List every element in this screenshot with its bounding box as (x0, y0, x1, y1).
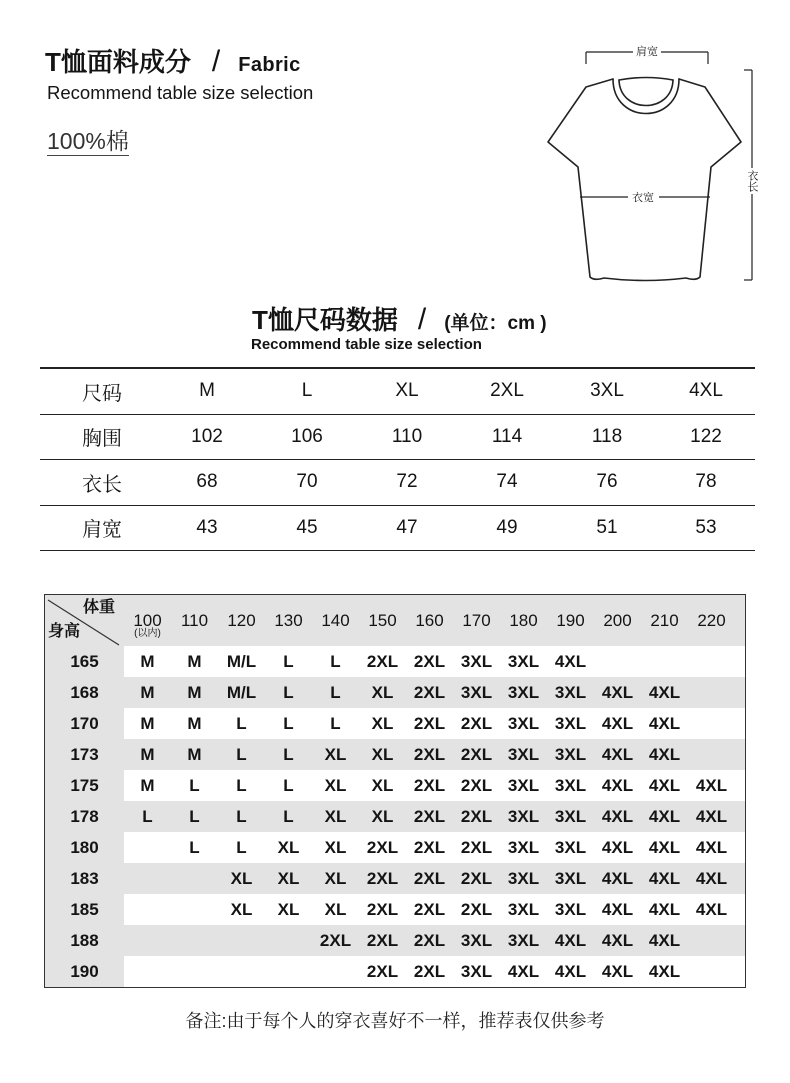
size-cell: 2XL (460, 868, 493, 888)
weight-value: 180 (509, 610, 538, 630)
recommend-header-row (45, 595, 745, 646)
size-cell: XL (324, 868, 347, 888)
size-cell: 2XL (366, 899, 399, 919)
measurement-value: 47 (396, 516, 418, 538)
size-cell: M (140, 682, 155, 702)
size-cell: M (187, 744, 202, 764)
body-width-label: 衣宽 (632, 192, 654, 204)
weight-value: 210 (650, 610, 679, 630)
measurement-label: 衣长 (82, 473, 122, 496)
weight-header-cell (688, 595, 735, 646)
weight-header-cell (265, 595, 312, 646)
size-cell: 3XL (554, 682, 587, 702)
size-cell: L (283, 682, 294, 702)
body-length-label: 衣长 (746, 170, 758, 192)
size-cell: 4XL (554, 651, 587, 671)
size-cell: L (236, 837, 247, 857)
recommend-table-row (45, 677, 745, 708)
size-cell: 3XL (554, 837, 587, 857)
size-cell: 2XL (413, 868, 446, 888)
size-cell: 3XL (460, 682, 493, 702)
size-cell: L (330, 651, 341, 671)
recommend-size-table (44, 594, 746, 988)
size-cell: 3XL (507, 775, 540, 795)
size-cell: 3XL (507, 682, 540, 702)
measurement-value: 51 (596, 516, 618, 538)
size-cell: 2XL (460, 837, 493, 857)
weight-value: 160 (415, 610, 444, 630)
size-cell: 2XL (366, 651, 399, 671)
weight-value: 110 (180, 610, 209, 630)
weight-value: 200 (603, 610, 632, 630)
size-cell: XL (324, 899, 347, 919)
height-cell: 183 (45, 863, 124, 894)
size-cell: 4XL (601, 682, 634, 702)
weight-header-cell (359, 595, 406, 646)
size-cell: 2XL (460, 806, 493, 826)
height-cell: 173 (45, 739, 124, 770)
size-header-cell: L (301, 380, 313, 402)
size-cell: 2XL (366, 837, 399, 857)
size-table-row (40, 415, 755, 461)
size-cell: 4XL (601, 961, 634, 981)
size-cell: 3XL (507, 651, 540, 671)
recommend-rows (45, 646, 745, 987)
size-cell: 4XL (601, 806, 634, 826)
size-cell: 2XL (413, 651, 446, 671)
weight-value: 190 (556, 610, 585, 630)
size-cell: 4XL (648, 899, 681, 919)
collar-inner (619, 80, 673, 106)
weight-value: 100 (133, 610, 162, 630)
tshirt-diagram (540, 40, 770, 290)
size-cell: XL (324, 744, 347, 764)
collar-outer (613, 79, 679, 114)
size-cell: 4XL (601, 930, 634, 950)
size-header-cell: 3XL (590, 380, 624, 402)
measurement-label: 胸围 (82, 428, 122, 451)
size-cell: 2XL (413, 961, 446, 981)
size-cell: 4XL (648, 961, 681, 981)
weight-header-cell (453, 595, 500, 646)
measurement-value: 110 (391, 425, 423, 447)
weight-header-cell (547, 595, 594, 646)
weight-value: 220 (697, 610, 726, 630)
size-header-cell: XL (395, 380, 419, 402)
size-cell: 4XL (601, 775, 634, 795)
size-cell: 2XL (413, 930, 446, 950)
size-cell: XL (371, 744, 394, 764)
weight-value: 130 (274, 610, 303, 630)
size-cell: 4XL (601, 899, 634, 919)
size-cell: 4XL (507, 961, 540, 981)
measurement-value: 102 (191, 425, 223, 447)
measurement-value: 118 (591, 425, 623, 447)
measurement-label: 肩宽 (82, 519, 122, 542)
size-cell: 2XL (413, 775, 446, 795)
size-cell: L (330, 713, 341, 733)
size-cell: 4XL (648, 744, 681, 764)
size-cell: 3XL (507, 930, 540, 950)
size-cell: M (187, 682, 202, 702)
size-cell: M (140, 713, 155, 733)
size-chart-title: T恤尺码数据 (252, 305, 398, 335)
size-cell: XL (277, 868, 300, 888)
size-cell: M (140, 651, 155, 671)
weight-value: 170 (462, 610, 491, 630)
size-cell: L (236, 713, 247, 733)
size-cell: XL (371, 713, 394, 733)
size-cell: XL (277, 899, 300, 919)
size-cell: 4XL (554, 930, 587, 950)
size-cell: L (142, 806, 153, 826)
size-cell: 3XL (507, 713, 540, 733)
footnote: 备注:由于每个人的穿衣喜好不一样，推荐表仅供参考 (185, 1011, 605, 1031)
size-cell: 3XL (460, 651, 493, 671)
size-cell: 2XL (460, 713, 493, 733)
size-cell: 2XL (366, 868, 399, 888)
size-cell: 3XL (507, 837, 540, 857)
size-cell: 4XL (648, 713, 681, 733)
weight-header-cells (124, 595, 735, 646)
size-cell: 4XL (601, 713, 634, 733)
size-table-row (40, 506, 755, 552)
size-table-row (40, 460, 755, 506)
measurement-value: 53 (695, 516, 717, 538)
height-cell: 170 (45, 708, 124, 739)
size-cell: 4XL (648, 868, 681, 888)
size-cell: 2XL (413, 713, 446, 733)
size-cell: 2XL (413, 682, 446, 702)
size-cell: 4XL (648, 806, 681, 826)
size-chart-subtitle: Recommend table size selection (251, 336, 482, 353)
recommend-table-row (45, 832, 745, 863)
measurement-value: 106 (291, 425, 323, 447)
recommend-table-row (45, 646, 745, 677)
size-cell: 3XL (554, 806, 587, 826)
fabric-title-en: Fabric (238, 54, 301, 76)
weight-value: 140 (321, 610, 350, 630)
size-cell: 4XL (648, 837, 681, 857)
recommend-table-row (45, 894, 745, 925)
size-cell: 3XL (554, 744, 587, 764)
size-header-cell: 2XL (490, 380, 524, 402)
weight-value: 120 (227, 610, 256, 630)
weight-header-cell (312, 595, 359, 646)
size-cell: 4XL (695, 868, 728, 888)
size-cell: 3XL (554, 713, 587, 733)
measurement-value: 76 (596, 471, 618, 493)
size-cell: 2XL (319, 930, 352, 950)
size-cell: 4XL (601, 744, 634, 764)
size-cell: 3XL (460, 961, 493, 981)
size-cell: 3XL (554, 775, 587, 795)
size-cell: 3XL (507, 899, 540, 919)
size-cell: 2XL (413, 837, 446, 857)
size-cell: 3XL (554, 868, 587, 888)
back-neck (619, 78, 673, 81)
size-cell: 4XL (695, 775, 728, 795)
size-cell: L (236, 806, 247, 826)
recommend-table-row (45, 739, 745, 770)
size-cell: L (283, 744, 294, 764)
size-chart-heading (252, 302, 547, 338)
size-header-cell: M (199, 380, 215, 402)
weight-header-cell (406, 595, 453, 646)
measurement-value: 68 (196, 471, 218, 493)
height-cell: 190 (45, 956, 124, 987)
size-cell: L (189, 837, 200, 857)
weight-header-cell (171, 595, 218, 646)
weight-header-cell (218, 595, 265, 646)
size-cell: 4XL (695, 899, 728, 919)
measurement-value: 122 (690, 425, 722, 447)
size-cell: 2XL (413, 899, 446, 919)
size-cell: M/L (226, 682, 257, 702)
size-cell: L (189, 806, 200, 826)
measurement-value: 74 (496, 471, 518, 493)
size-cell: XL (371, 806, 394, 826)
size-cell: L (283, 651, 294, 671)
height-cell: 175 (45, 770, 124, 801)
size-cell: XL (324, 806, 347, 826)
height-cell: 188 (45, 925, 124, 956)
title-slash: / (417, 303, 427, 336)
weight-header-cell (594, 595, 641, 646)
measurement-value: 49 (496, 516, 518, 538)
size-cell: M (140, 744, 155, 764)
size-cell: L (236, 744, 247, 764)
size-cell: L (283, 713, 294, 733)
size-cell: L (330, 682, 341, 702)
measurement-value: 72 (396, 471, 418, 493)
size-cell: 4XL (601, 837, 634, 857)
size-cell: 2XL (366, 930, 399, 950)
size-column-header: 尺码 (82, 382, 122, 405)
recommend-table-row (45, 708, 745, 739)
size-cell: 4XL (695, 837, 728, 857)
size-cell: XL (277, 837, 300, 857)
size-cell: L (236, 775, 247, 795)
weight-axis-label: 体重 (82, 599, 115, 616)
measurement-value: 43 (196, 516, 218, 538)
height-cell: 168 (45, 677, 124, 708)
measurement-value: 70 (296, 471, 318, 493)
size-cell: 2XL (413, 806, 446, 826)
size-cell: XL (230, 868, 253, 888)
size-cell: XL (371, 682, 394, 702)
size-cell: 2XL (366, 961, 399, 981)
size-cell: 3XL (554, 899, 587, 919)
height-axis-label: 身高 (48, 623, 81, 640)
measurement-value: 114 (491, 425, 523, 447)
size-cell: 3XL (507, 806, 540, 826)
size-cell: L (283, 806, 294, 826)
measurement-value: 78 (695, 471, 717, 493)
size-cell: M (140, 775, 155, 795)
size-table (40, 367, 755, 551)
size-cell: 4XL (648, 930, 681, 950)
unit-label: (单位：cm ) (444, 313, 547, 334)
size-cell: 4XL (648, 775, 681, 795)
size-header-cell: 4XL (689, 380, 723, 402)
height-cell: 180 (45, 832, 124, 863)
size-cell: 3XL (507, 868, 540, 888)
size-cell: XL (371, 775, 394, 795)
fabric-composition: 100%棉 (47, 128, 129, 154)
fabric-title-cn: T恤面料成分 (45, 47, 191, 77)
size-cell: XL (230, 899, 253, 919)
height-cell: 165 (45, 646, 124, 677)
size-table-header-row (40, 369, 755, 415)
size-cell: L (189, 775, 200, 795)
size-cell: 4XL (648, 682, 681, 702)
measurement-value: 45 (296, 516, 318, 538)
size-cell: 3XL (507, 744, 540, 764)
size-cell: 4XL (695, 806, 728, 826)
fabric-heading (45, 44, 301, 80)
recommend-table-row (45, 801, 745, 832)
weight-header-cell (641, 595, 688, 646)
weight-header-cell (124, 595, 171, 646)
weight-note: (以内) (134, 628, 161, 639)
height-cell: 178 (45, 801, 124, 832)
tshirt-outline-icon (548, 79, 741, 281)
recommend-table-row (45, 956, 745, 987)
fabric-subtitle: Recommend table size selection (47, 82, 314, 103)
height-cell: 185 (45, 894, 124, 925)
recommend-table-row (45, 770, 745, 801)
size-cell: XL (324, 837, 347, 857)
size-cell: 2XL (460, 775, 493, 795)
weight-header-cell (500, 595, 547, 646)
title-slash: / (211, 45, 221, 78)
recommend-table-row (45, 863, 745, 894)
weight-value: 150 (368, 610, 397, 630)
size-cell: L (283, 775, 294, 795)
size-cell: 2XL (413, 744, 446, 764)
size-cell: 3XL (460, 930, 493, 950)
size-cell: M/L (226, 651, 257, 671)
size-cell: M (187, 651, 202, 671)
size-cell: XL (324, 775, 347, 795)
size-cell: 2XL (460, 899, 493, 919)
diagonal-header-cell (45, 595, 124, 646)
recommend-table-row (45, 925, 745, 956)
shoulder-width-label: 肩宽 (636, 46, 658, 58)
size-cell: 4XL (554, 961, 587, 981)
size-cell: 4XL (601, 868, 634, 888)
size-cell: M (187, 713, 202, 733)
size-cell: 2XL (460, 744, 493, 764)
